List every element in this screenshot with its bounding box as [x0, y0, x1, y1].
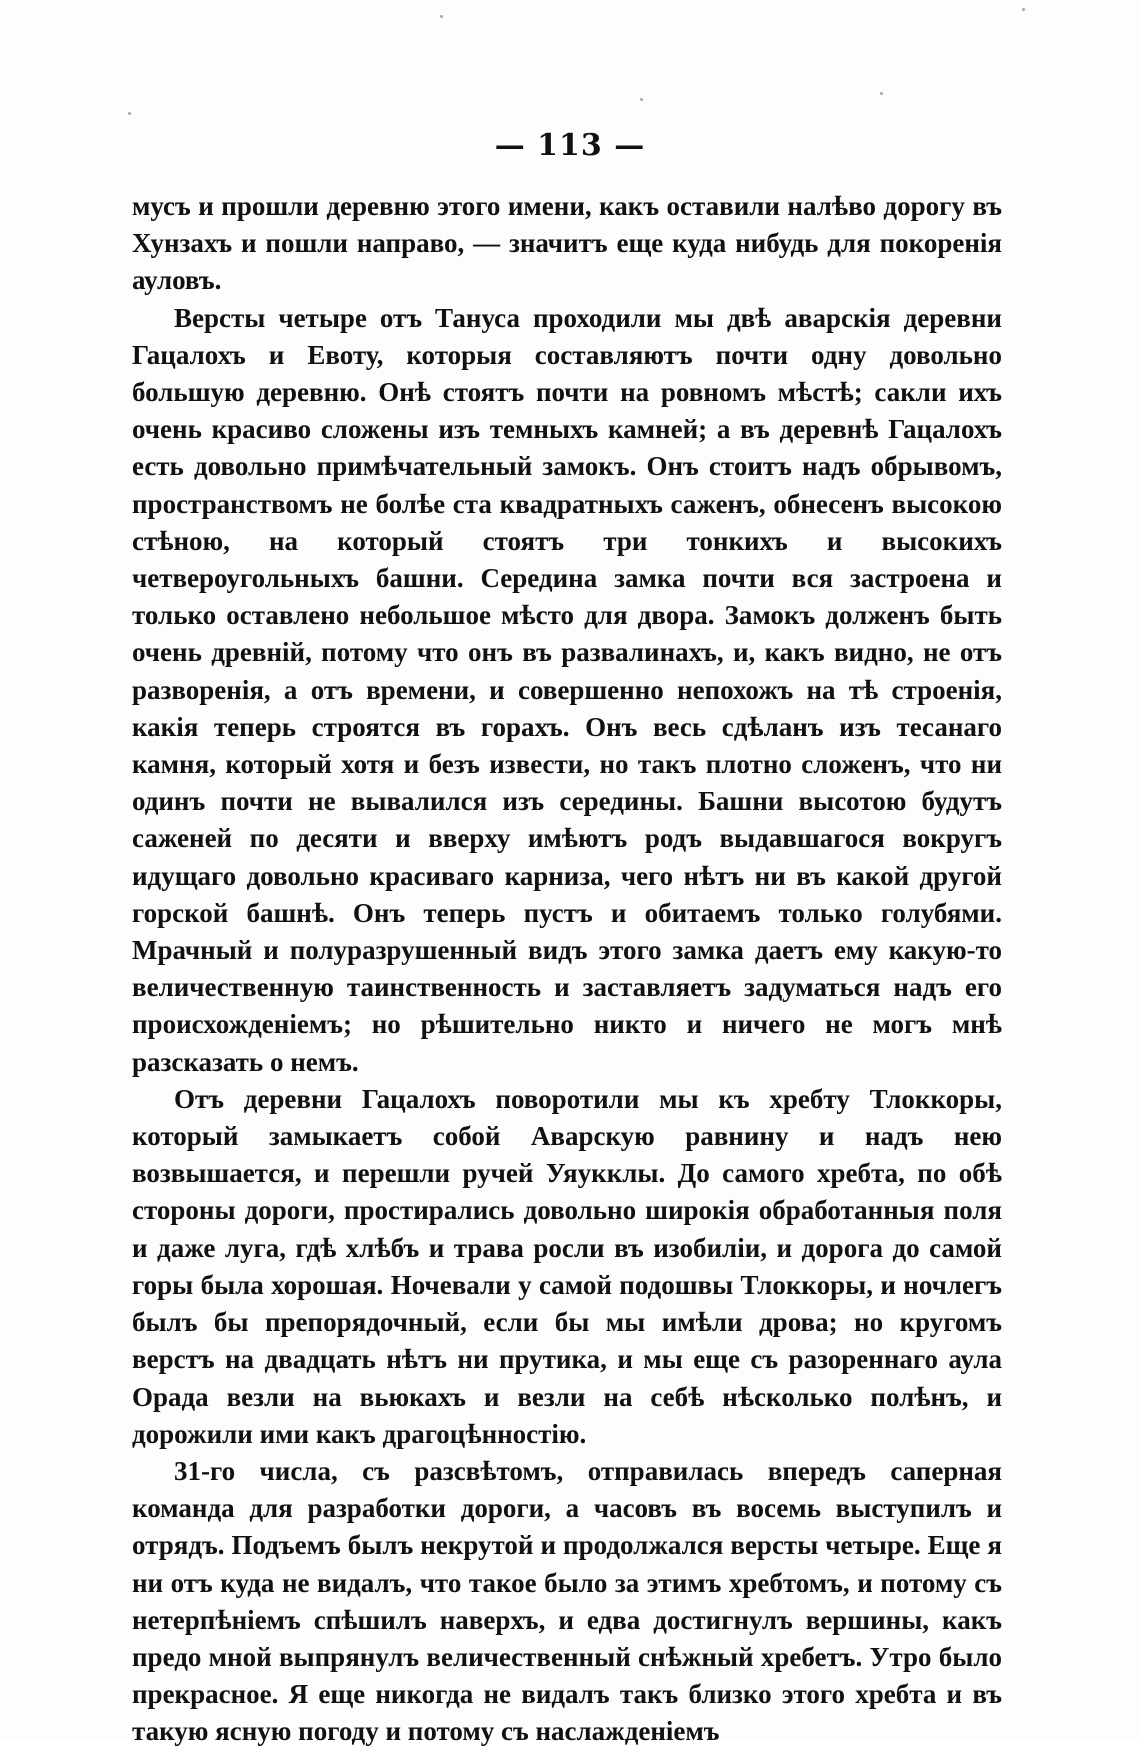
paragraph-ridge: Отъ деревни Гацалохъ поворотили мы къ хребту Тлоккоры, который замыкаетъ собой Аварскую равнину и надъ нею возвышается, и перешли ручей Уяукклы. До самого хребта, по обѣ стороны дороги, простирались довольно широкія обработанныя поля и даже луга, гдѣ хлѣбъ и трава росли въ изобиліи, и дорога до самой горы была хорошая. Ночевали у самой подошвы Тлоккоры, и ночлегъ былъ бы препорядочный, если бы мы имѣли дрова; но кругомъ верстъ на двадцать нѣтъ ни прутика, и мы еще съ разореннаго аула Орада везли на вьюкахъ и везли на себѣ нѣсколько полѣнъ, и дорожили ими какъ драгоцѣнностію. — [132, 1083, 1002, 1449]
body-text — [132, 188, 1002, 1751]
scan-speck — [880, 92, 883, 95]
paragraph-continuation: мусъ и прошли деревню этого имени, какъ оставили налѣво дорогу въ Хунзахъ и пошли направо, — значитъ еще куда нибудь для покоренія ауловъ. — [132, 191, 1002, 296]
scan-speck — [128, 112, 131, 115]
scan-speck — [640, 98, 643, 101]
scan-speck — [1022, 8, 1025, 11]
scan-speck — [440, 15, 443, 18]
paragraph-ascent: 31-го числа, съ разсвѣтомъ, отправилась впередъ саперная команда для разработки дороги, а часовъ въ восемь выступилъ и отрядъ. Подъемъ былъ некрутой и продолжался версты четыре. Еще я ни отъ куда не видалъ, что такое было за этимъ хребтомъ, и потому съ нетерпѣніемъ спѣшилъ наверхъ, и едва достигнулъ вершины, какъ предо мной выпрянулъ величественный снѣжный хребетъ. Утро было прекрасное. Я еще никогда не видалъ такъ близко этого хребта и въ такую ясную погоду и потому съ наслажденіемъ — [132, 1455, 1002, 1747]
paragraph-castle: Версты четыре отъ Тануса проходили мы двѣ аварскія деревни Гацалохъ и Евоту, которыя составляютъ почти одну довольно большую деревню. Онѣ стоятъ почти на ровномъ мѣстѣ; сакли ихъ очень красиво сложены изъ темныхъ камней; а въ деревнѣ Гацалохъ есть довольно примѣчательный замокъ. Онъ стоитъ надъ обрывомъ, пространствомъ не болѣе ста квадратныхъ саженъ, обнесенъ высокою стѣною, на который стоятъ три тонкихъ и высокихъ четвероугольныхъ башни. Середина замка почти вся застроена и только оставлено небольшое мѣсто для двора. Замокъ долженъ быть очень древній, потому что онъ въ развалинахъ, и, какъ видно, не отъ разворенія, а отъ времени, и совершенно непохожъ на тѣ строенія, какія теперь строятся въ горахъ. Онъ весь сдѣланъ изъ тесанаго камня, который хотя и безъ извести, но такъ плотно сложенъ, что ни одинъ почти не вывалился изъ середины. Башни высотою будутъ саженей по десяти и вверху имѣютъ родъ выдавшагося вокругъ идущаго довольно красиваго карниза, чего нѣтъ ни въ какой другой горской башнѣ. Онъ теперь пустъ и обитаемъ только голубями. Мрачный и полуразрушенный видъ этого замка даетъ ему какую-то величественную таинственность и заставляетъ задуматься надъ его происхожденіемъ; но рѣшительно никто и ничего не могъ мнѣ разсказать о немъ. — [132, 302, 1002, 1077]
page-number: — 113 — — [494, 128, 646, 163]
